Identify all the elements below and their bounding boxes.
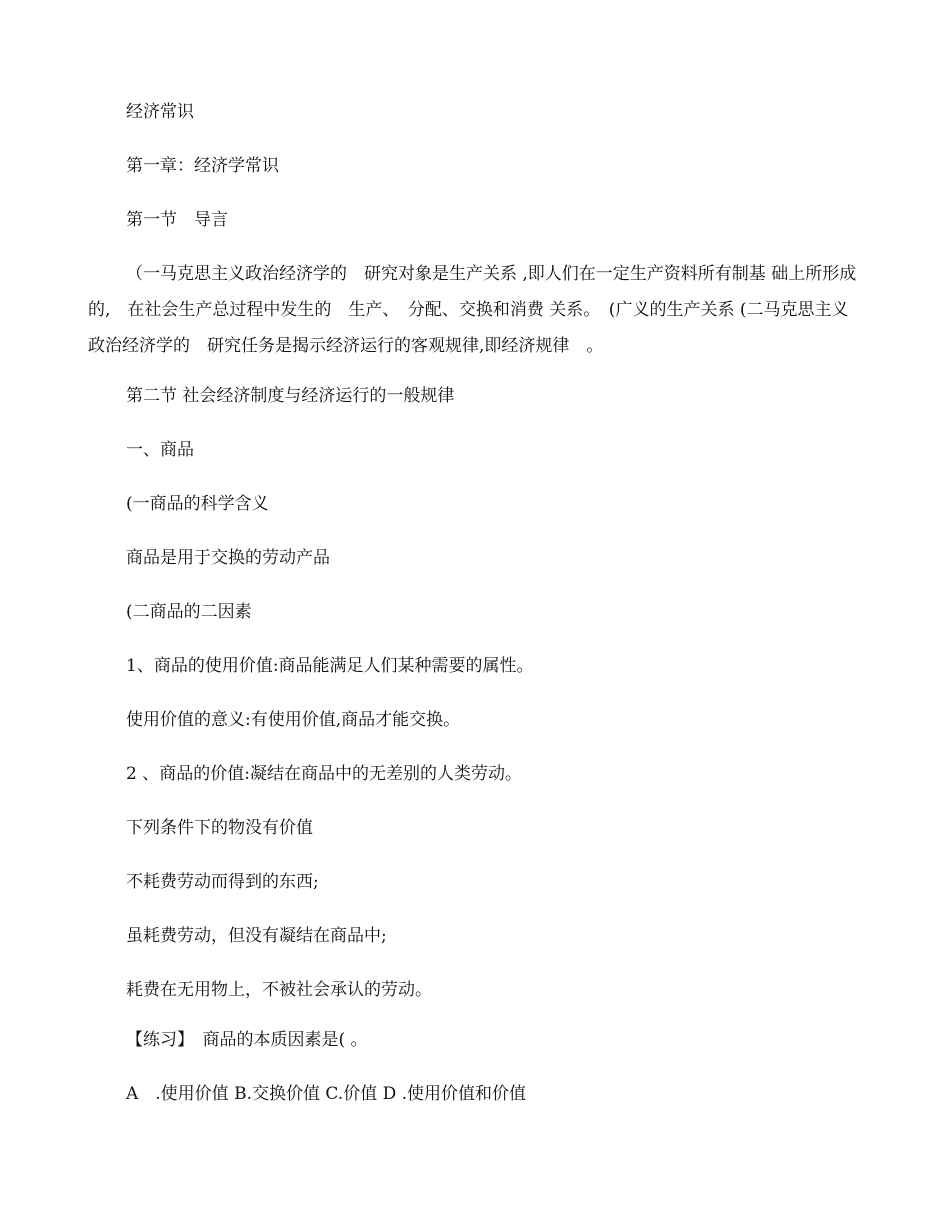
text-line: 1、商品的使用价值:商品能满足人们某种需要的属性。 xyxy=(126,656,534,676)
text-line: 2 、商品的价值:凝结在商品中的无差别的人类劳动。 xyxy=(126,764,522,784)
text-line: 不耗费劳动而得到的东西; xyxy=(126,872,319,892)
text-line: 下列条件下的物没有价值 xyxy=(126,818,313,838)
chapter-heading: 第一章：经济学常识 xyxy=(126,156,279,176)
text-line: 商品是用于交换的劳动产品 xyxy=(126,548,330,568)
document-title: 经济常识 xyxy=(126,102,194,122)
text-line: (一商品的科学含义 xyxy=(126,494,269,514)
text-line: 虽耗费劳动，但没有凝结在商品中; xyxy=(126,926,387,946)
subsection-heading: 一、商品 xyxy=(126,440,194,460)
text-line: 耗费在无用物上，不被社会承认的劳动。 xyxy=(126,980,432,1000)
intro-paragraph-text: （一马克思主义政治经济学的 研究对象是生产关系 ,即人们在一定生产资料所有制基 础上所形成的, 在社会生产总过程中发生的 生产、 分配、交换和消费 关系。 (广义的生产关系 (二马克思主义政治经济学的 研究任务是揭示经济运行的客观规律,即经济规律 。 xyxy=(88,264,857,356)
intro-paragraph xyxy=(88,256,858,364)
text-line: (二商品的二因素 xyxy=(126,602,252,622)
section-heading: 第一节 导言 xyxy=(126,210,228,230)
section-two-heading: 第二节 社会经济制度与经济运行的一般规律 xyxy=(126,386,455,406)
text-line: 使用价值的意义:有使用价值,商品才能交换。 xyxy=(126,710,461,730)
exercise-question: 【练习】 商品的本质因素是( 。 xyxy=(126,1030,368,1050)
exercise-options: A .使用价值 B.交换价值 C.价值 D .使用价值和价值 xyxy=(126,1084,527,1104)
